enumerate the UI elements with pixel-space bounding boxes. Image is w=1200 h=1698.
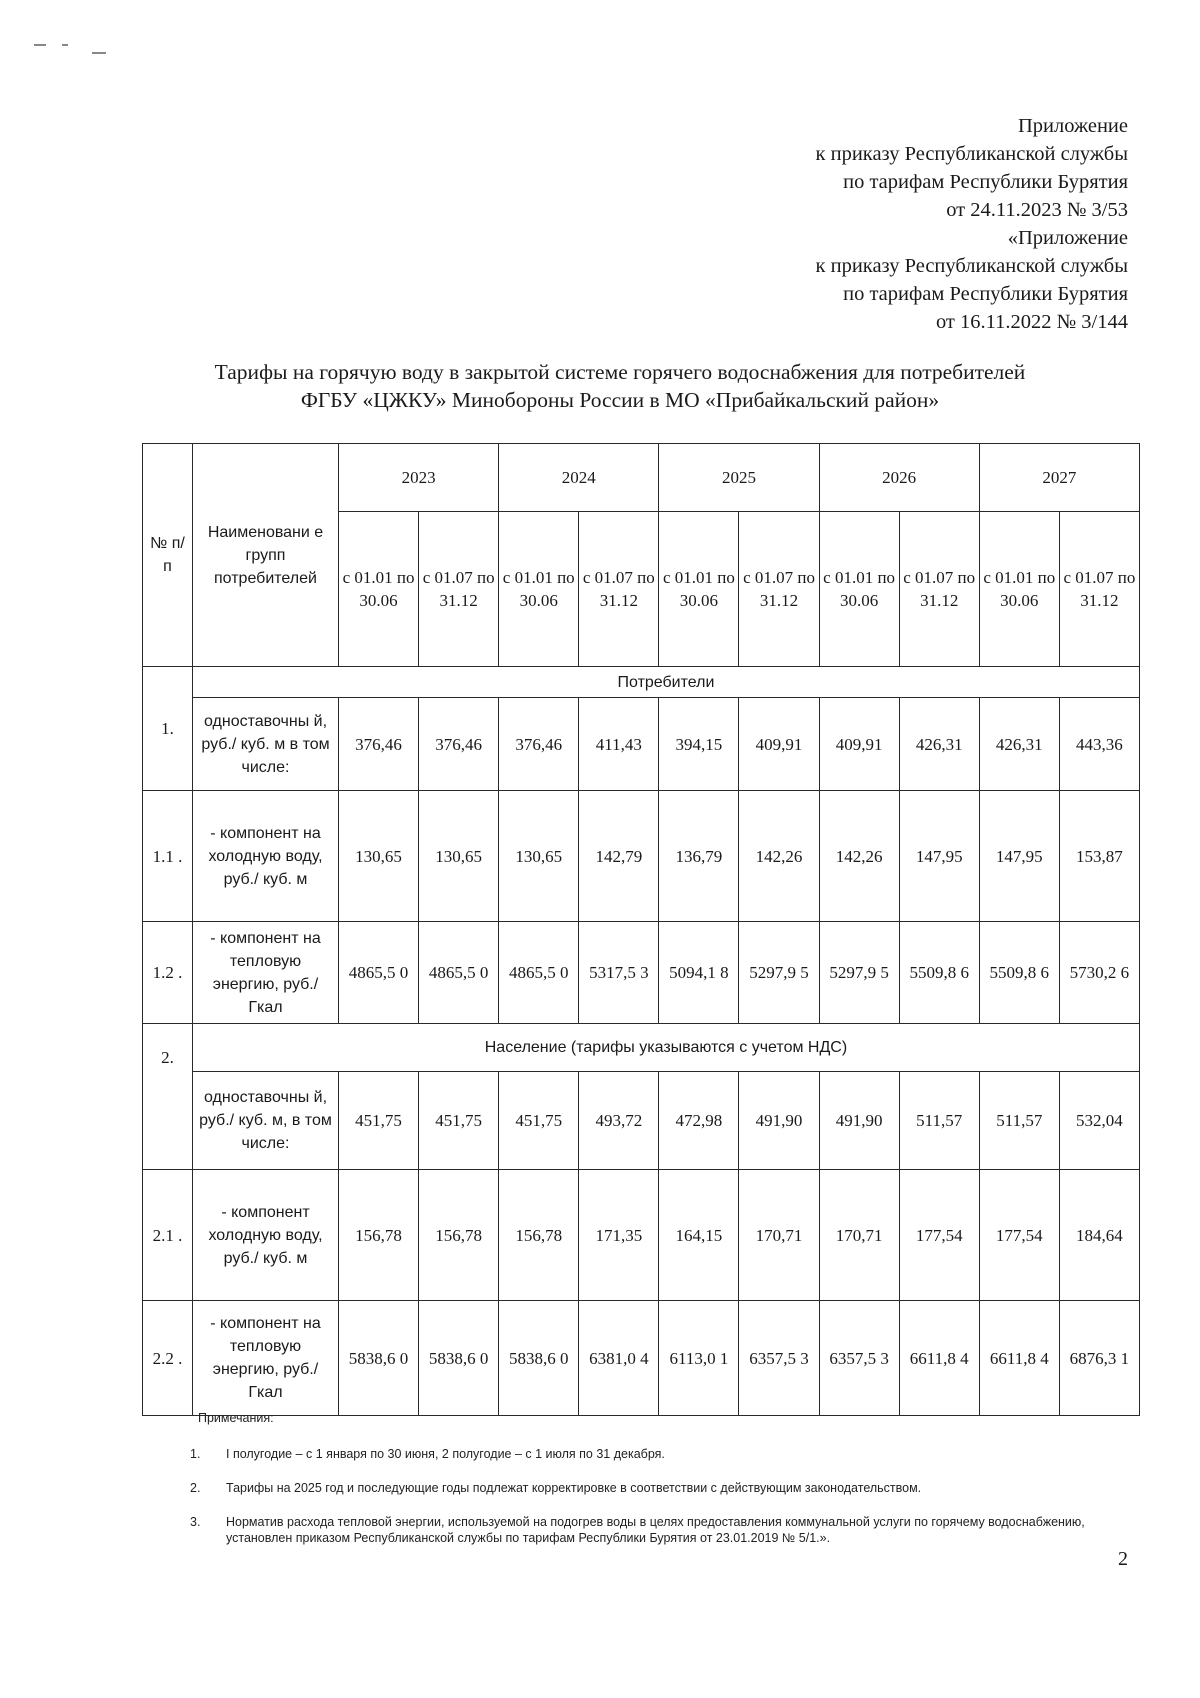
table-cell: 130,65: [339, 791, 419, 922]
group-title: Население (тарифы указываются с учетом НДС): [193, 1024, 1140, 1072]
note-item: [190, 1446, 1135, 1462]
table-cell: 5509,8 6: [979, 922, 1059, 1024]
row-number: 1.1 .: [143, 791, 193, 922]
table-cell: 411,43: [579, 698, 659, 791]
scan-artifact: [34, 44, 46, 46]
table-row: [143, 1072, 1140, 1170]
table-cell: 4865,5 0: [499, 922, 579, 1024]
header-line: от 24.11.2023 № 3/53: [946, 199, 1128, 221]
period-header: с 01.07 по 31.12: [739, 512, 819, 667]
group-row-population: [143, 1024, 1140, 1072]
year-header: 2024: [499, 444, 659, 512]
note-text: Норматив расхода тепловой энергии, используемой на подогрев воды в целях предоставления коммунальной услуги по горячему водоснабжению, установлен приказом Республиканской службы по тарифам Республики Бурятия от 23.01.2019 № 5/1.».: [226, 1515, 1085, 1545]
note-item: [190, 1514, 1135, 1546]
table-cell: 6381,0 4: [579, 1301, 659, 1416]
period-header: с 01.01 по 30.06: [499, 512, 579, 667]
table-cell: 451,75: [339, 1072, 419, 1170]
approval-header: [816, 112, 1128, 336]
row-number: 2.: [143, 1024, 193, 1170]
table-cell: 376,46: [419, 698, 499, 791]
row-name: одноставочны й, руб./ куб. м в том числе:: [193, 698, 339, 791]
row-number: 2.1 .: [143, 1170, 193, 1301]
header-line: по тарифам Республики Бурятия: [843, 171, 1128, 193]
page-number: 2: [1118, 1548, 1128, 1570]
table-cell: 426,31: [899, 698, 979, 791]
header-line: к приказу Республиканской службы: [815, 255, 1128, 277]
table-cell: 6357,5 3: [819, 1301, 899, 1416]
table-cell: 5297,9 5: [739, 922, 819, 1024]
year-header: 2023: [339, 444, 499, 512]
header-line: Приложение: [1017, 115, 1128, 137]
period-header: с 01.01 по 30.06: [979, 512, 1059, 667]
note-text: Тарифы на 2025 год и последующие годы подлежат корректировке в соответствии с действующим законодательством.: [226, 1481, 922, 1495]
period-header: с 01.07 по 31.12: [899, 512, 979, 667]
col-header-name: Наименовани е групп потребителей: [193, 444, 339, 667]
group-row-consumers: [143, 667, 1140, 698]
row-name: - компонент холодную воду, руб./ куб. м: [193, 1170, 339, 1301]
note-number: 3.: [190, 1515, 201, 1529]
table-cell: 4865,5 0: [339, 922, 419, 1024]
table-cell: 532,04: [1059, 1072, 1139, 1170]
table-cell: 443,36: [1059, 698, 1139, 791]
table-cell: 5094,1 8: [659, 922, 739, 1024]
table-cell: 5297,9 5: [819, 922, 899, 1024]
title-line-2: ФГБУ «ЦЖКУ» Минобороны России в МО «Прибайкальский район»: [300, 388, 940, 412]
row-name: - компонент на тепловую энергию, руб./Гкал: [193, 922, 339, 1024]
table-cell: 142,26: [739, 791, 819, 922]
table-cell: 4865,5 0: [419, 922, 499, 1024]
table-cell: 376,46: [339, 698, 419, 791]
scan-artifact: [62, 44, 68, 46]
row-name: одноставочны й, руб./ куб. м, в том числе:: [193, 1072, 339, 1170]
table-cell: 409,91: [819, 698, 899, 791]
table-cell: 6876,3 1: [1059, 1301, 1139, 1416]
period-header: с 01.07 по 31.12: [419, 512, 499, 667]
group-title: Потребители: [193, 667, 1140, 698]
table-cell: 376,46: [499, 698, 579, 791]
notes-section: [190, 1410, 1135, 1564]
scan-artifact: [92, 52, 106, 54]
table-cell: 451,75: [419, 1072, 499, 1170]
table-cell: 156,78: [419, 1170, 499, 1301]
table-cell: 472,98: [659, 1072, 739, 1170]
row-number: 1.2 .: [143, 922, 193, 1024]
table-cell: 156,78: [499, 1170, 579, 1301]
header-line: к приказу Республиканской службы: [815, 143, 1128, 165]
table-cell: 142,26: [819, 791, 899, 922]
header-line: по тарифам Республики Бурятия: [843, 283, 1128, 305]
table-cell: 147,95: [899, 791, 979, 922]
table-cell: 147,95: [979, 791, 1059, 922]
table-cell: 491,90: [819, 1072, 899, 1170]
table-cell: 5317,5 3: [579, 922, 659, 1024]
table-row: [143, 1170, 1140, 1301]
year-header: 2025: [659, 444, 819, 512]
table-cell: 177,54: [899, 1170, 979, 1301]
table-cell: 5838,6 0: [419, 1301, 499, 1416]
tariff-table: [142, 443, 1140, 1416]
table-cell: 511,57: [899, 1072, 979, 1170]
document-title: [120, 358, 1120, 414]
year-header: 2026: [819, 444, 979, 512]
note-number: 2.: [190, 1481, 201, 1495]
title-line-1: Тарифы на горячую воду в закрытой системе горячего водоснабжения для потребителей: [214, 360, 1026, 384]
period-header: с 01.01 по 30.06: [819, 512, 899, 667]
table-cell: 184,64: [1059, 1170, 1139, 1301]
table-cell: 451,75: [499, 1072, 579, 1170]
table-cell: 5509,8 6: [899, 922, 979, 1024]
table-cell: 171,35: [579, 1170, 659, 1301]
note-item: [190, 1480, 1135, 1496]
table-cell: 6611,8 4: [899, 1301, 979, 1416]
table-cell: 170,71: [819, 1170, 899, 1301]
table-row: [143, 791, 1140, 922]
table-cell: 170,71: [739, 1170, 819, 1301]
table-cell: 409,91: [739, 698, 819, 791]
table-cell: 6113,0 1: [659, 1301, 739, 1416]
row-number: 1.: [143, 667, 193, 791]
table-cell: 177,54: [979, 1170, 1059, 1301]
table-cell: 153,87: [1059, 791, 1139, 922]
header-line: от 16.11.2022 № 3/144: [935, 311, 1128, 333]
row-number: 2.2 .: [143, 1301, 193, 1416]
table-cell: 426,31: [979, 698, 1059, 791]
table-cell: 5838,6 0: [499, 1301, 579, 1416]
table-cell: 6357,5 3: [739, 1301, 819, 1416]
year-header-row: [143, 444, 1140, 512]
period-header: с 01.07 по 31.12: [579, 512, 659, 667]
table-cell: 6611,8 4: [979, 1301, 1059, 1416]
table-cell: 136,79: [659, 791, 739, 922]
table-cell: 5838,6 0: [339, 1301, 419, 1416]
table-row: [143, 698, 1140, 791]
table-cell: 142,79: [579, 791, 659, 922]
row-name: - компонент на тепловую энергию, руб./Гкал: [193, 1301, 339, 1416]
row-name: - компонент на холодную воду, руб./ куб. м: [193, 791, 339, 922]
table-cell: 156,78: [339, 1170, 419, 1301]
table-cell: 164,15: [659, 1170, 739, 1301]
period-header: с 01.01 по 30.06: [659, 512, 739, 667]
table-cell: 511,57: [979, 1072, 1059, 1170]
period-header: с 01.07 по 31.12: [1059, 512, 1139, 667]
note-text: I полугодие – с 1 января по 30 июня, 2 полугодие – с 1 июля по 31 декабря.: [226, 1447, 665, 1461]
table-cell: 5730,2 6: [1059, 922, 1139, 1024]
notes-caption: Примечания:: [198, 1411, 274, 1425]
table-cell: 130,65: [499, 791, 579, 922]
year-header: 2027: [979, 444, 1139, 512]
table-row: [143, 922, 1140, 1024]
col-header-number: № п/ п: [143, 444, 193, 667]
table-cell: 394,15: [659, 698, 739, 791]
note-number: 1.: [190, 1447, 201, 1461]
header-line: «Приложение: [1007, 227, 1128, 249]
table-row: [143, 1301, 1140, 1416]
table-cell: 491,90: [739, 1072, 819, 1170]
table-cell: 493,72: [579, 1072, 659, 1170]
period-header: с 01.01 по 30.06: [339, 512, 419, 667]
table-cell: 130,65: [419, 791, 499, 922]
